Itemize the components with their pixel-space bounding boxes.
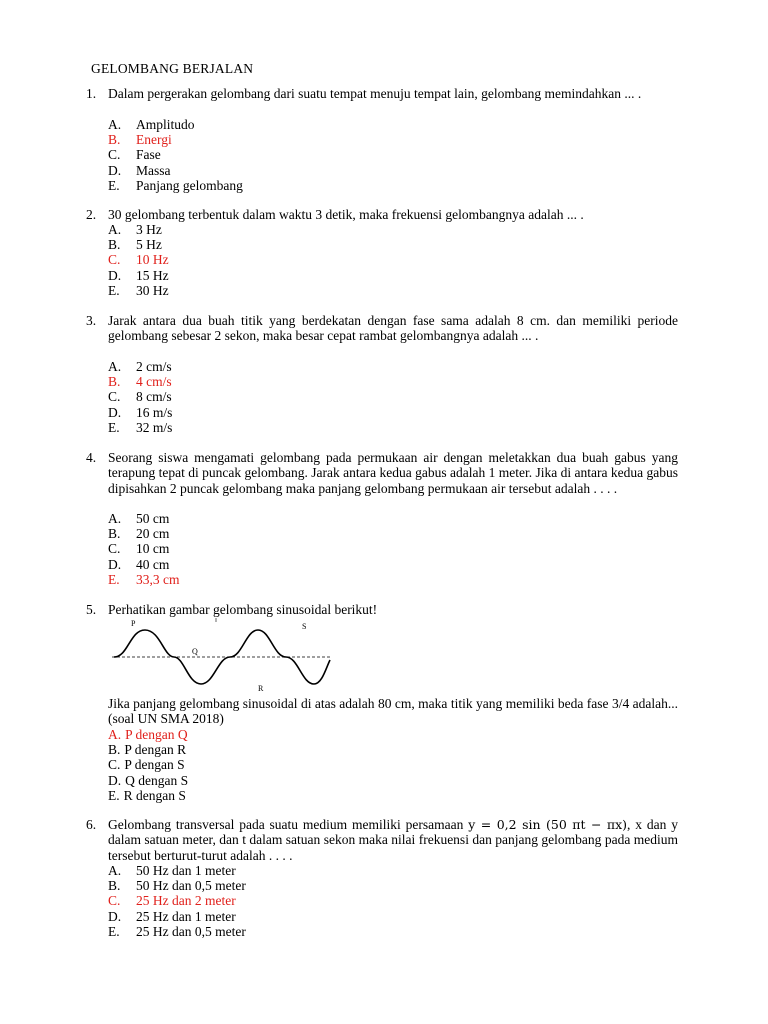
option-list	[108, 222, 169, 298]
question-number: 3.	[86, 313, 97, 328]
option-d: D. Massa	[108, 162, 171, 178]
question-text: Perhatikan gambar gelombang sinusoidal berikut!	[108, 602, 378, 617]
option-list	[108, 117, 243, 193]
option-b-correct: B. 4 cm/s	[108, 374, 172, 390]
option-d: D. 15 Hz	[108, 267, 169, 283]
option-b: B. 50 Hz dan 0,5 meter	[108, 878, 246, 894]
option-a: A. 50 Hz dan 1 meter	[108, 863, 236, 878]
question-number: 6.	[86, 817, 97, 832]
option-c-correct: C. 25 Hz dan 2 meter	[108, 893, 236, 909]
option-c: C. P dengan S	[108, 757, 185, 773]
sine-wave-figure	[108, 618, 338, 700]
question-number: 5.	[86, 602, 97, 617]
question-number: 1.	[86, 86, 97, 101]
option-c: C. 8 cm/s	[108, 389, 172, 405]
wave-equation: y = 0,2 sin (50 πt − πx)	[468, 817, 628, 832]
option-a: A. 3 Hz	[108, 222, 162, 237]
option-e-correct: E. 33,3 cm	[108, 571, 180, 587]
option-a-correct: A. P dengan Q	[108, 727, 188, 742]
option-b: B. 20 cm	[108, 526, 170, 542]
option-a: A. 50 cm	[108, 511, 170, 526]
option-c-correct: C. 10 Hz	[108, 252, 169, 268]
option-list	[108, 863, 246, 939]
option-a: A. Amplitudo	[108, 117, 195, 132]
question-text-2: Jika panjang gelombang sinusoidal di atas adalah 80 cm, maka titik yang memiliki beda fase 3/4 adalah... (soal UN SMA 2018)	[108, 696, 678, 727]
label-p: P	[131, 619, 136, 628]
option-d: D. 40 cm	[108, 556, 170, 572]
option-list	[108, 727, 188, 803]
option-e: E. R dengan S	[108, 787, 186, 803]
option-d: D. Q dengan S	[108, 772, 189, 788]
question-number: 4.	[86, 450, 97, 465]
option-c: C. Fase	[108, 147, 161, 163]
option-a: A. 2 cm/s	[108, 359, 172, 374]
option-e: E. 32 m/s	[108, 419, 173, 435]
option-d: D. 25 Hz dan 1 meter	[108, 908, 236, 924]
option-b: B. P dengan R	[108, 742, 187, 758]
option-list	[108, 511, 180, 587]
label-s: S	[302, 622, 307, 631]
label-r: R	[258, 684, 264, 693]
option-b: B. 5 Hz	[108, 237, 162, 253]
question-text: Dalam pergerakan gelombang dari suatu tempat menuju tempat lain, gelombang memindahkan ... .	[108, 86, 642, 101]
document-title: GELOMBANG BERJALAN	[91, 61, 254, 76]
option-e: E. 30 Hz	[108, 282, 169, 298]
question-text: 30 gelombang terbentuk dalam waktu 3 detik, maka frekuensi gelombangnya adalah ... .	[108, 207, 584, 222]
option-e: E. 25 Hz dan 0,5 meter	[108, 923, 246, 939]
question-text: Gelombang transversal pada suatu medium memiliki persamaan y = 0,2 sin (50 πt − πx), x dan y dalam satuan meter, dan t dalam satuan sekon maka nilai frekuensi dan panjang gelombang pada medium tersebut berturut-turut adalah . . . .	[108, 817, 679, 863]
label-q: Q	[192, 647, 198, 656]
option-c: C. 10 cm	[108, 541, 170, 557]
option-list	[108, 359, 172, 435]
question-text: Seorang siswa mengamati gelombang pada permukaan air dengan meletakkan dua buah gabus yang terapung tepat di puncak gelombang. Jarak antara kedua gabus adalah 1 meter. Jika di antara kedua gabus dipisahkan 2 puncak gelombang maka panjang gelombang permukaan air tersebut adalah . . . .	[108, 450, 678, 496]
option-e: E. Panjang gelombang	[108, 177, 243, 193]
option-d: D. 16 m/s	[108, 404, 173, 420]
question-number: 2.	[86, 207, 97, 222]
option-b-correct: B. Energi	[108, 132, 172, 148]
question-text: Jarak antara dua buah titik yang berdekatan dengan fase sama adalah 8 cm. dan memiliki periode gelombang sebesar 2 sekon, maka besar cepat rambat gelombangnya adalah ... .	[108, 313, 678, 344]
